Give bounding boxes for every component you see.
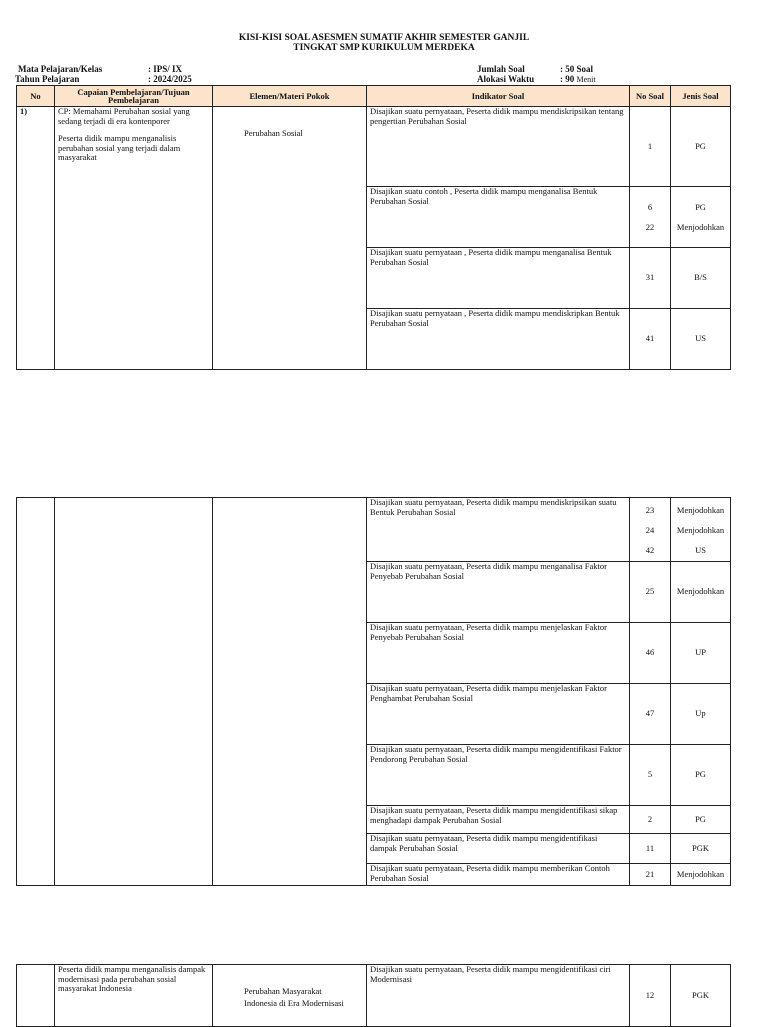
indicator-cell: Disajikan suatu pernyataan, Peserta didik mampu mengidentifikasi Faktor Pendorong Perubahan Sosial	[367, 745, 630, 806]
question-number-stack	[630, 498, 671, 562]
grid-table-page1	[16, 85, 731, 370]
header-indicator: Indikator Soal	[367, 86, 630, 107]
element-continued	[213, 498, 367, 886]
question-number: 6	[647, 202, 653, 212]
document-title: KISI-KISI SOAL ASESMEN SUMATIF AKHIR SEMESTER GANJIL	[238, 33, 530, 43]
header-cp: Capaian Pembelajaran/Tujuan Pembelajaran	[55, 86, 213, 107]
time-unit: Menit	[576, 75, 596, 84]
question-type: B/S	[671, 248, 731, 309]
question-number: 5	[630, 745, 671, 806]
element-text-line2: Indonesia di Era Modernisasi	[244, 997, 344, 1008]
question-type: PG	[671, 806, 731, 834]
question-type: Menjodohkan	[671, 562, 731, 623]
subject-value: : IPS/ IX	[148, 64, 183, 74]
element-cell	[213, 107, 367, 370]
question-type: Menjodohkan	[676, 524, 725, 535]
question-number: 47	[630, 684, 671, 745]
learning-outcome-continued	[55, 498, 213, 886]
document-subtitle: TINGKAT SMP KURIKULUM MERDEKA	[293, 43, 475, 53]
header-type: Jenis Soal	[671, 86, 731, 107]
question-number: 21	[630, 864, 671, 886]
table-row	[17, 107, 731, 187]
question-count-value: : 50 Soal	[560, 64, 594, 74]
indicator-cell: Disajikan suatu pernyataan, Peserta didik mampu menjelaskan Faktor Penghambat Perubahan Sosial	[367, 684, 630, 745]
question-number: 41	[630, 309, 671, 370]
subject-label: Mata Pelajaran/Kelas	[18, 64, 103, 74]
learning-outcome-cell: Peserta didik mampu menganalisis dampak modernisasi pada perubahan sosial masyarakat Indonesia	[55, 965, 213, 1027]
question-number: 23	[645, 504, 655, 515]
question-type: US	[695, 544, 706, 555]
question-number: 46	[630, 623, 671, 684]
question-type: Menjodohkan	[676, 222, 725, 232]
question-type: UP	[671, 623, 731, 684]
indicator-cell: Disajikan suatu pernyataan, Peserta didik mampu mengidentifikasi dampak Perubahan Sosial	[367, 834, 630, 864]
question-number-stack	[630, 187, 671, 248]
element-text-line1: Perubahan Masyarakat	[244, 986, 322, 996]
question-type: Up	[671, 684, 731, 745]
indicator-cell: Disajikan suatu pernyataan, Peserta didik mampu mendiskripsikan tentang pengertian Perubahan Sosial	[367, 107, 630, 187]
grid-table-page2	[16, 497, 731, 886]
grid-table-page3	[16, 964, 731, 1027]
question-number: 24	[645, 524, 655, 535]
table-header-row	[17, 86, 731, 107]
time-allocation-label: Alokasi Waktu	[477, 74, 535, 84]
indicator-cell: Disajikan suatu pernyataan, Peserta didik mampu mendiskripsikan suatu Bentuk Perubahan Sosial	[367, 498, 630, 562]
question-type-stack	[671, 498, 731, 562]
question-type: PG	[671, 107, 731, 187]
indicator-cell: Disajikan suatu pernyataan, Peserta didik mampu menganalisa Faktor Penyebab Perubahan Sosial	[367, 562, 630, 623]
row-number-continued	[17, 498, 55, 886]
question-number: 31	[630, 248, 671, 309]
question-type: Menjodohkan	[671, 864, 731, 886]
time-allocation-value	[560, 74, 596, 85]
table-row	[17, 965, 731, 1027]
learning-outcome-objective: Peserta didik mampu menganalisis perubahan sosial yang terjadi dalam masyarakat	[58, 133, 181, 162]
question-number: 12	[630, 965, 671, 1027]
question-number: 25	[630, 562, 671, 623]
indicator-cell: Disajikan suatu pernyataan , Peserta didik mampu mendiskripkan Bentuk Perubahan Sosial	[367, 309, 630, 370]
question-number: 1	[630, 107, 671, 187]
question-type: US	[671, 309, 731, 370]
table-row	[17, 498, 731, 562]
element-text: Perubahan Sosial	[244, 128, 303, 138]
question-type: PG	[695, 202, 706, 212]
year-value: : 2024/2025	[148, 74, 192, 84]
indicator-cell: Disajikan suatu pernyataan, Peserta didik mampu menjelaskan Faktor Penyebab Perubahan Sosial	[367, 623, 630, 684]
row-number-empty	[17, 965, 55, 1027]
question-number: 11	[630, 834, 671, 864]
indicator-cell: Disajikan suatu pernyataan, Peserta didik mampu mengidentifikasi ciri Modernisasi	[367, 965, 630, 1027]
learning-outcome-cp: CP: Memahami Perubahan sosial yang sedang terjadi di era kontenporer	[58, 106, 190, 126]
time-value: : 90	[560, 74, 575, 84]
year-label: Tahun Pelajaran	[15, 74, 80, 84]
indicator-cell: Disajikan suatu pernyataan, Peserta didik mampu mengidentifikasi sikap menghadapi dampak Perubahan Sosial	[367, 806, 630, 834]
question-number: 22	[645, 222, 655, 232]
header-no: No	[17, 86, 55, 107]
question-type: PGK	[671, 834, 731, 864]
question-number: 42	[645, 544, 655, 555]
question-type: PGK	[671, 965, 731, 1027]
question-type-stack	[671, 187, 731, 248]
row-number: 1)	[17, 107, 55, 370]
indicator-cell: Disajikan suatu pernyataan, Peserta didik mampu memberikan Contoh Perubahan Sosial	[367, 864, 630, 886]
element-cell	[213, 965, 367, 1027]
question-type: PG	[671, 745, 731, 806]
header-element: Elemen/Materi Pokok	[213, 86, 367, 107]
question-number: 2	[630, 806, 671, 834]
header-question-no: No Soal	[630, 86, 671, 107]
learning-outcome-cell	[55, 107, 213, 370]
question-type: Menjodohkan	[676, 504, 725, 515]
question-count-label: Jumlah Soal	[477, 64, 525, 74]
indicator-cell: Disajikan suatu pernyataan , Peserta didik mampu menganalisa Bentuk Perubahan Sosial	[367, 248, 630, 309]
indicator-cell: Disajikan suatu contoh , Peserta didik mampu menganalisa Bentuk Perubahan Sosial	[367, 187, 630, 248]
